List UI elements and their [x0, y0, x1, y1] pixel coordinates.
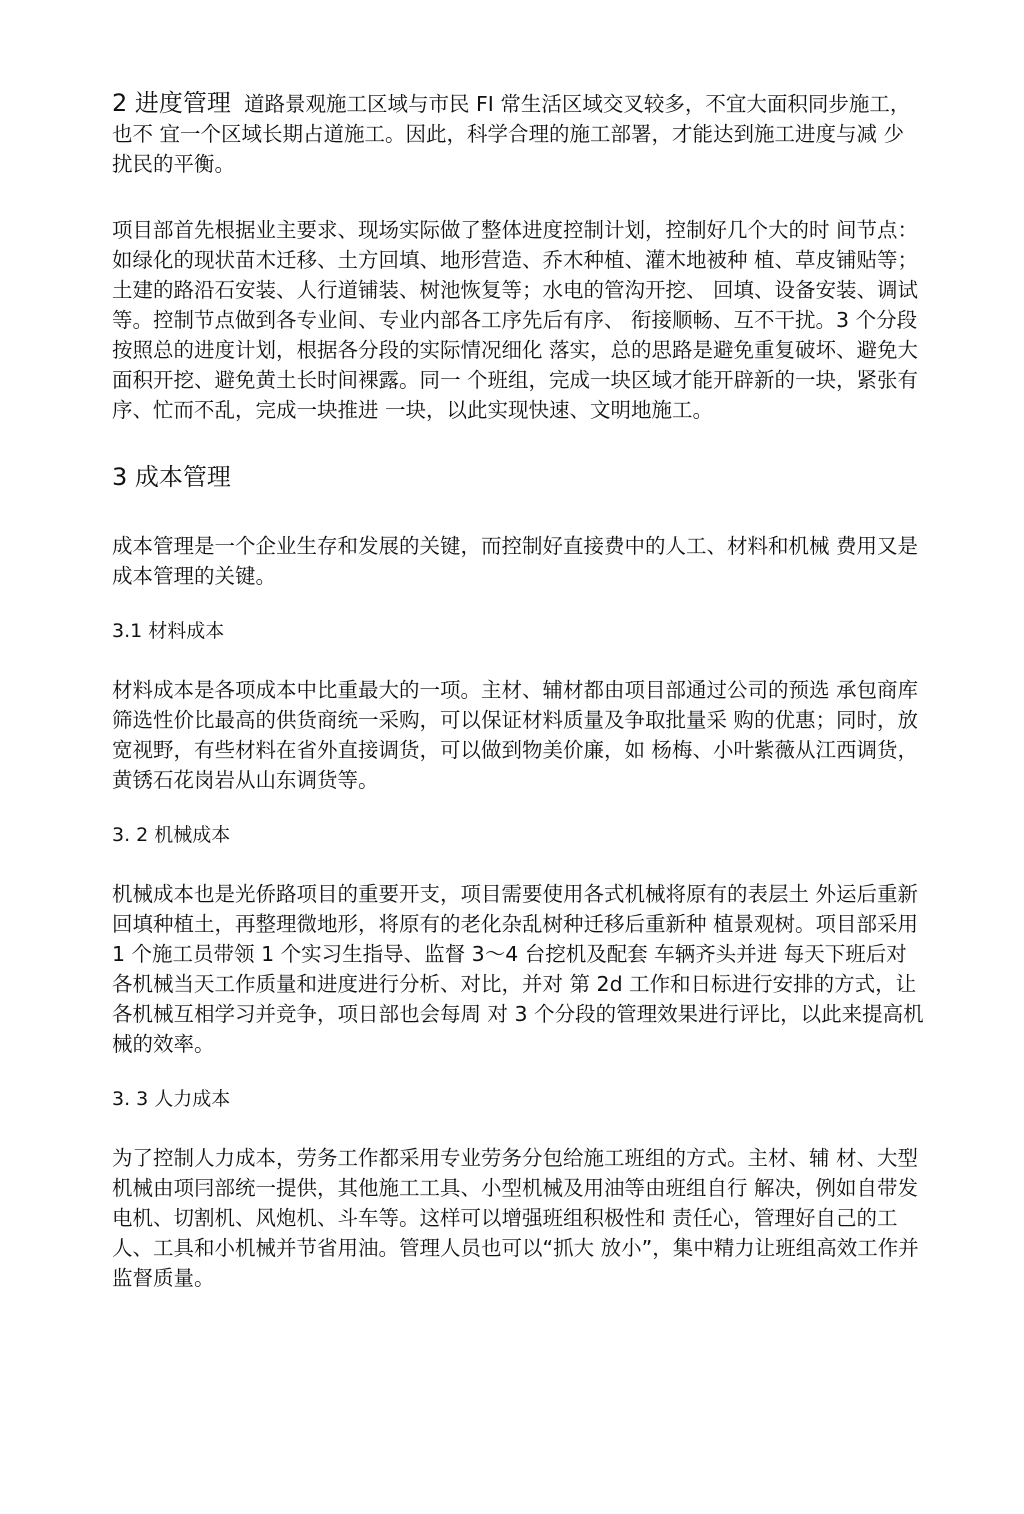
- section-3-2-paragraph: 机械成本也是光侨路项目的重要开支，项目需要使用各式机械将原有的表层土 外运后重新回填种植土，再整理微地形，将原有的老化杂乱树种迁移后重新种 植景观树。项目部采用 1 个施工员带领 1 个实习生指导、监督 3～4 台挖机及配套 车辆齐头并进 每天下班后对各机械当天工作质量和进度进行分析、对比，并对 第 2d 工作和日标进行安排的方式，让各机械互相学习并竞争，项日部也会每周 对 3 个分段的管理效果进行评比，以此来提高机械的效率。: [112, 882, 924, 1056]
- section-3-3-paragraph: 为了控制人力成本，劳务工作都采用专业劳务分包给施工班组的方式。主材、辅 材、大型机械由项冃部统一提供，其他施工工具、小型机械及用油等由班组自行 解决，例如自带发电机、切割机、风炮机、斗车等。这样可以增强班组积极性和 责任心，管理好自己的工人、工具和小机械并节省用油。管理人员也可以“抓大 放小”，集中精力让班组高效工作并监督质量。: [112, 1146, 919, 1290]
- section-2-heading: 2 进度管理: [112, 89, 231, 117]
- section-3-paragraph: 成本管理是一个企业生存和发展的关键，而控制好直接费中的人工、材料和机械 费用又是成本管理的关键。: [112, 534, 919, 588]
- section-2-paragraph: 项目部首先根据业主要求、现场实际做了整体进度控制计划，控制好几个大的时 间节点：如绿化的现状苗木迁移、土方回填、地形营造、乔木种植、灌木地被种 植、草皮铺贴等；土建的路沿石安装、人行道铺装、树池恢复等；水电的管沟开挖、 回填、设备安装、调试等。控制节点做到各专业间、专业内部各工序先后有序、 衔接顺畅、互不干扰。3 个分段按照总的进度计划，根据各分段的实际情况细化 落实，总的思路是避免重复破坏、避免大面积开挖、避免黄土长时间裸露。同一 个班组，完成一块区域才能开辟新的一块，紧张有序、忙而不乱，完成一块推进 一块，以此实现快速、文明地施工。: [112, 218, 919, 422]
- section-3-1-heading: 3.1 材料成本: [112, 620, 225, 642]
- section-3-heading: 3 成本管理: [112, 463, 231, 491]
- document-page: [112, 88, 924, 1293]
- section-3-2-heading: 3. 2 机械成本: [112, 824, 231, 846]
- section-2-intro-text: 道路景观施工区域与市民 FI 常生活区域交叉较多，不宜大面积同步施工，也不 宜一个区域长期占道施工。因此，科学合理的施工部署，才能达到施工进度与减 少扰民的平衡。: [112, 92, 911, 176]
- section-3-3-heading: 3. 3 人力成本: [112, 1088, 231, 1110]
- section-3-1-paragraph: 材料成本是各项成本中比重最大的一项。主材、辅材都由项目部通过公司的预选 承包商库筛选性价比最高的供货商统一采购，可以保证材料质量及争取批量采 购的优惠；同时，放宽视野，有些材料在省外直接调货，可以做到物美价廉，如 杨梅、小叶紫薇从江西调货，黄锈石花岗岩从山东调货等。: [112, 678, 919, 792]
- section-2-intro: [112, 88, 924, 179]
